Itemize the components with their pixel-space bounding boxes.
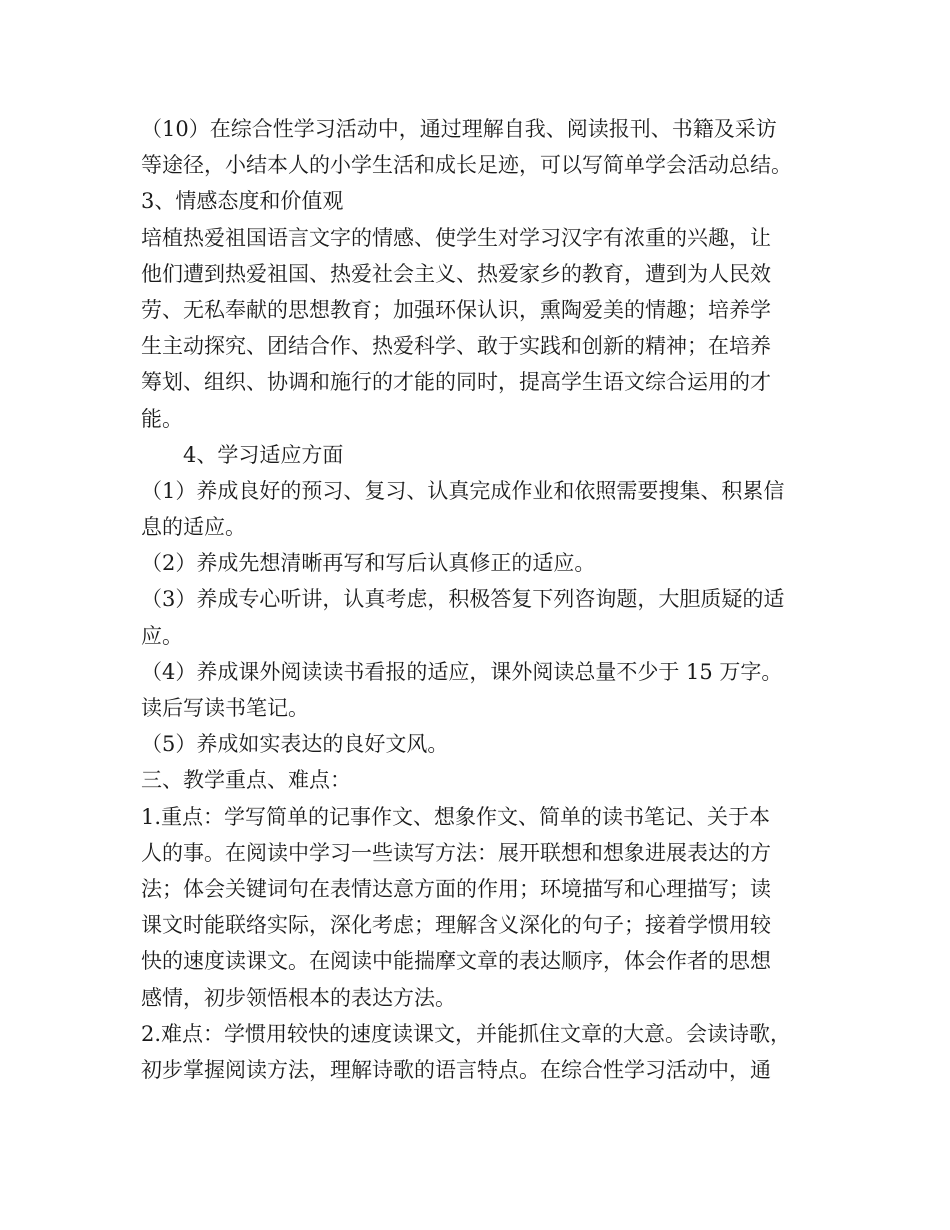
text-line: 感情，初步领悟根本的表达方法。 [141, 985, 456, 1010]
text-line: 他们遭到热爱祖国、热爱社会主义、热爱家乡的教育，遭到为人民效 [141, 261, 771, 286]
text-line: 法；体会关键词句在表情达意方面的作用；环境描写和心理描写；读 [141, 876, 771, 901]
text-line: （1）养成良好的预习、复习、认真完成作业和依照需要搜集、积累信 [141, 478, 785, 503]
text-line: 初步掌握阅读方法，理解诗歌的语言特点。在综合性学习活动中，通 [141, 1057, 771, 1082]
text-line: 应。 [141, 623, 183, 648]
text-line: （4）养成课外阅读读书看报的适应，课外阅读总量不少于 15 万字。 [141, 659, 783, 684]
text-line: 能。 [141, 406, 183, 431]
text-line: （3）养成专心听讲，认真考虑，积极答复下列咨询题，大胆质疑的适 [141, 587, 785, 612]
text-line: 息的适应。 [141, 515, 246, 540]
section-heading: 4、学习适应方面 [183, 442, 344, 467]
text-line: 生主动探究、团结合作、热爱科学、敢于实践和创新的精神；在培养 [141, 334, 771, 359]
text-line: 培植热爱祖国语言文字的情感、使学生对学习汉字有浓重的兴趣，让 [141, 225, 771, 250]
text-line: 课文时能联络实际，深化考虑；理解含义深化的句子；接着学惯用较 [141, 913, 771, 938]
text-line: 筹划、组织、协调和施行的才能的同时，提高学生语文综合运用的才 [141, 370, 771, 395]
section-heading: 三、教学重点、难点： [141, 768, 351, 793]
text-line: （2）养成先想清晰再写和写后认真修正的适应。 [141, 551, 596, 576]
text-line: 快的速度读课文。在阅读中能揣摩文章的表达顺序，体会作者的思想 [141, 949, 771, 974]
text-line: 读后写读书笔记。 [141, 696, 309, 720]
text-line: （5）养成如实表达的良好文风。 [141, 732, 449, 757]
document-body [141, 111, 821, 1088]
text-line: 等途径，小结本人的小学生活和成长足迹，可以写简单学会活动总结。 [141, 153, 792, 178]
text-line: 劳、无私奉献的思想教育；加强环保认识，熏陶爱美的情趣；培养学 [141, 297, 771, 322]
text-line: 2.难点：学惯用较快的速度读课文，并能抓住文章的大意。会读诗歌， [141, 1021, 792, 1046]
section-heading: 3、情感态度和价值观 [141, 189, 344, 214]
text-line: 人的事。在阅读中学习一些读写方法：展开联想和想象进展表达的方 [141, 840, 771, 865]
text-line: （10）在综合性学习活动中，通过理解自我、阅读报刊、书籍及采访 [141, 117, 777, 141]
text-line: 1.重点：学写简单的记事作文、想象作文、简单的读书笔记、关于本 [141, 804, 771, 829]
